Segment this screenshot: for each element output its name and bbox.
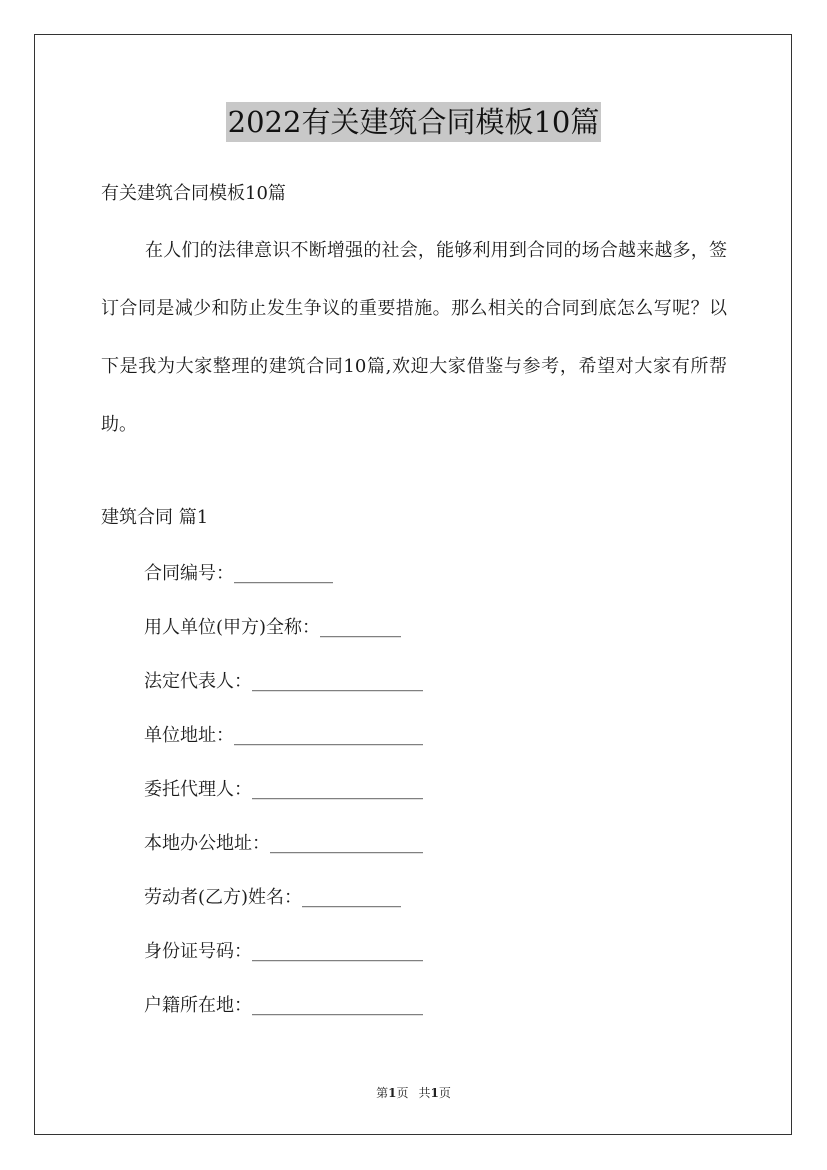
field-label: 法定代表人：	[144, 671, 252, 692]
title-container	[0, 102, 827, 142]
fill-blank: ___________	[234, 563, 333, 584]
total-pages: 1	[430, 1086, 439, 1100]
section-heading: 建筑合同 篇1	[101, 507, 209, 528]
field-label: 户籍所在地：	[144, 995, 252, 1016]
field-employer-address	[144, 722, 423, 750]
fill-blank: _________________	[270, 833, 423, 854]
total-prefix: 共	[418, 1086, 431, 1100]
fill-blank: ___________________	[252, 995, 423, 1016]
field-label: 身份证号码：	[144, 941, 252, 962]
document-title: 2022有关建筑合同模板10篇	[226, 102, 602, 142]
fill-blank: ___________________	[252, 779, 423, 800]
page-prefix: 第	[376, 1086, 389, 1100]
fill-blank: _____________________	[234, 725, 423, 746]
field-id-number	[144, 938, 423, 966]
total-suffix: 页	[438, 1086, 451, 1100]
fill-blank: ___________	[302, 887, 402, 908]
page-suffix: 页	[396, 1086, 409, 1100]
page-number: 1	[388, 1086, 397, 1100]
field-label: 用人单位(甲方)全称：	[144, 617, 321, 638]
field-label: 委托代理人：	[144, 779, 252, 800]
field-label: 劳动者(乙方)姓名：	[144, 887, 303, 908]
field-household-registration	[144, 992, 423, 1020]
fill-blank: ___________________	[252, 941, 423, 962]
field-authorized-agent	[144, 776, 423, 804]
field-employer-name	[144, 614, 401, 642]
fill-blank: _________	[320, 617, 402, 638]
field-local-office-address	[144, 830, 423, 858]
field-label: 本地办公地址：	[144, 833, 270, 854]
field-employee-name	[144, 884, 401, 912]
field-label: 合同编号：	[144, 563, 234, 584]
intro-paragraph: 在人们的法律意识不断增强的社会，能够利用到合同的场合越来越多，签订合同是减少和防止发生争议的重要措施。那么相关的合同到底怎么写呢？以下是我为大家整理的建筑合同10篇,欢迎大家借鉴与参考，希望对大家有所帮助。	[101, 240, 727, 435]
fill-blank: ___________________	[252, 671, 423, 692]
page-footer	[0, 1084, 827, 1102]
document-subtitle: 有关建筑合同模板10篇	[101, 183, 286, 204]
field-label: 单位地址：	[144, 725, 234, 746]
field-legal-representative	[144, 668, 423, 696]
field-contract-number	[144, 560, 333, 588]
